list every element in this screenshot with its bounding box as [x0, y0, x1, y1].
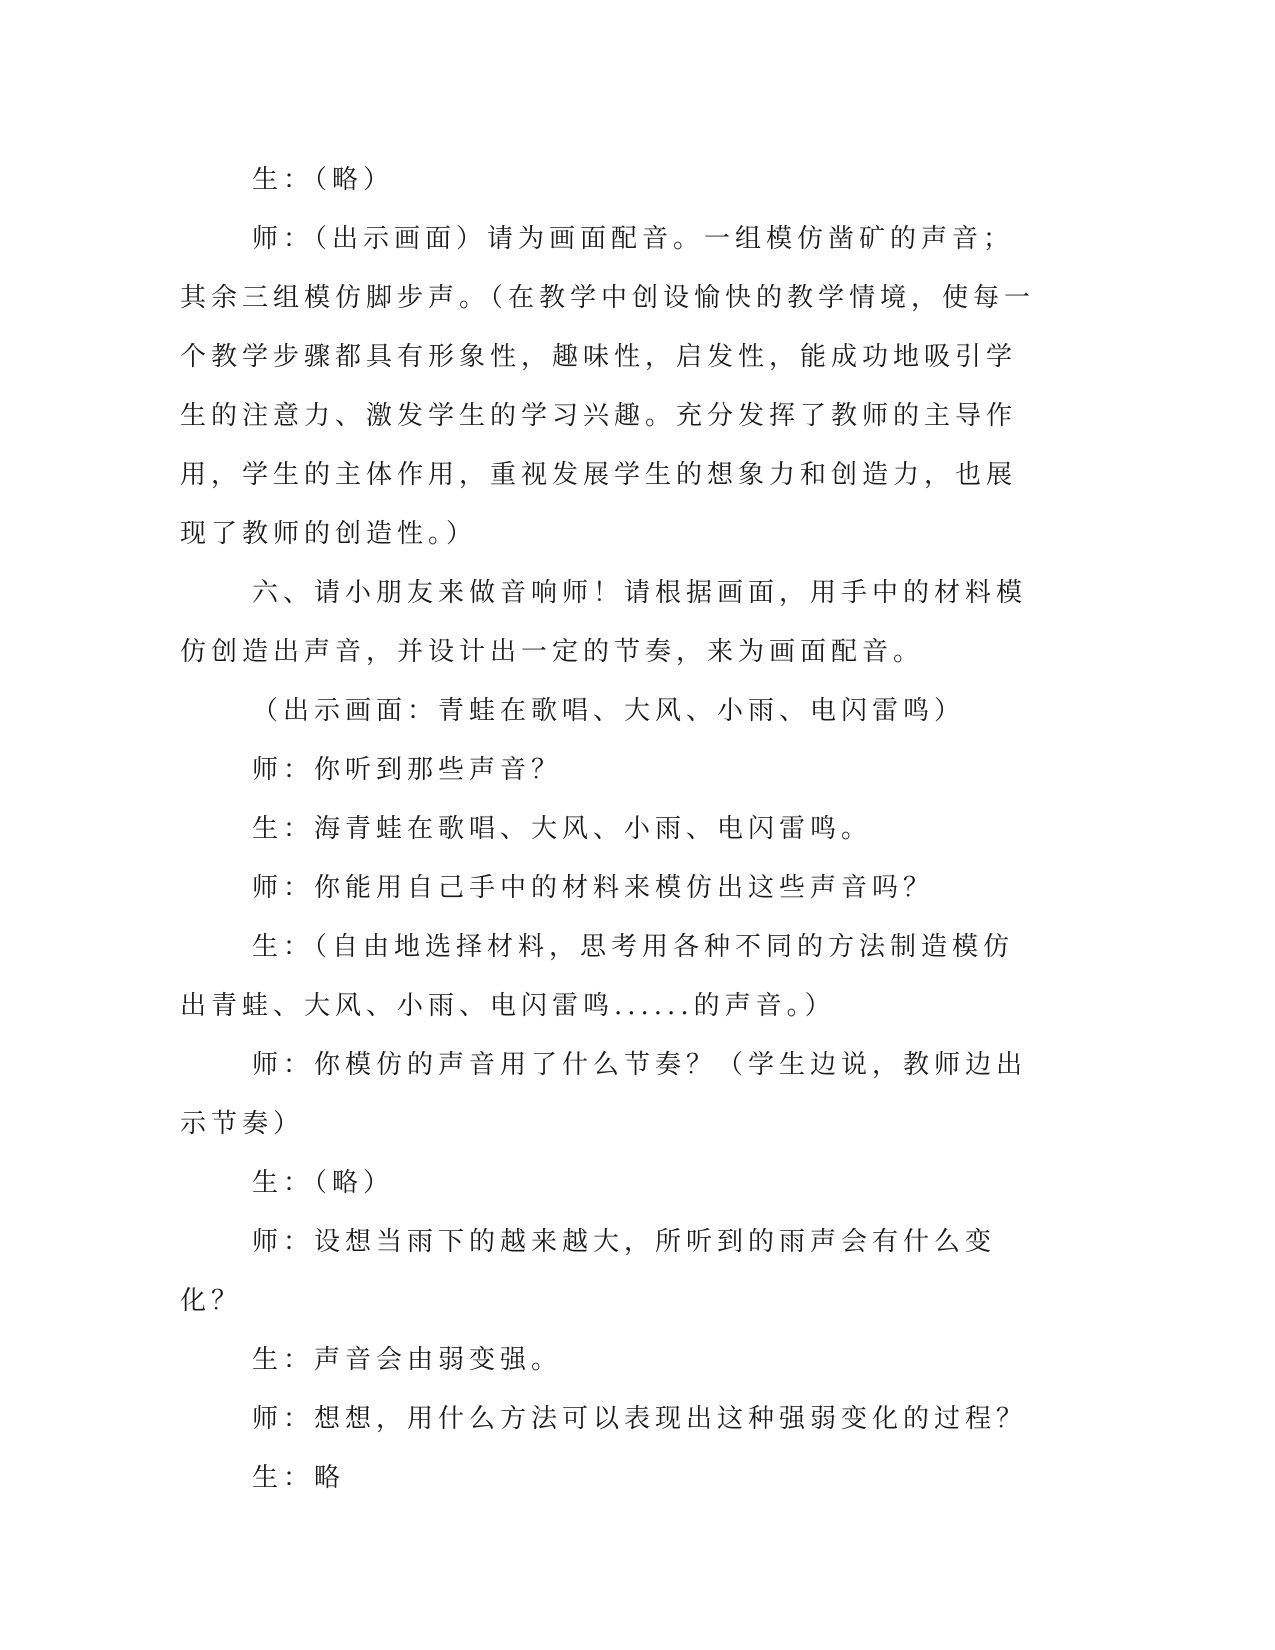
- paragraph: 师：（出示画面）请为画面配音。一组模仿凿矿的声音；其余三组模仿脚步声。（在教学中创设愉快的教学情境，使每一个教学步骤都具有形象性，趣味性，启发性，能成功地吸引学生的注意力、激发学生的学习兴趣。充分发挥了教师的主导作用，学生的主体作用，重视发展学生的想象力和创造力，也展现了教师的创造性。）: [180, 224, 1036, 549]
- paragraph: （出示画面：青蛙在歌唱、大风、小雨、电闪雷鸣）: [252, 696, 966, 726]
- paragraph: 生：（自由地选择材料，思考用各种不同的方法制造模仿出青蛙、大风、小雨、电闪雷鸣......的声音。）: [180, 932, 1015, 1021]
- paragraph: 生：声音会由弱变强。: [252, 1345, 563, 1375]
- paragraph: 师：想想，用什么方法可以表现出这种强弱变化的过程？: [252, 1404, 1028, 1434]
- paragraph: 师：你听到那些声音？: [252, 755, 563, 785]
- paragraph: 生：（略）: [252, 1168, 395, 1198]
- paragraph: 六、请小朋友来做音响师！请根据画面，用手中的材料模仿创造出声音，并设计出一定的节奏，来为画面配音。: [180, 578, 1028, 667]
- paragraph: 师：你模仿的声音用了什么节奏？（学生边说，教师边出示节奏）: [180, 1050, 1028, 1139]
- paragraph: 生：海青蛙在歌唱、大风、小雨、电闪雷鸣。: [252, 814, 873, 844]
- paragraph: 生：（略）: [252, 165, 395, 195]
- paragraph: 师：你能用自己手中的材料来模仿出这些声音吗？: [252, 873, 935, 903]
- paragraph: 师：设想当雨下的越来越大，所听到的雨声会有什么变化？: [180, 1227, 997, 1316]
- paragraph: 生：略: [252, 1463, 346, 1493]
